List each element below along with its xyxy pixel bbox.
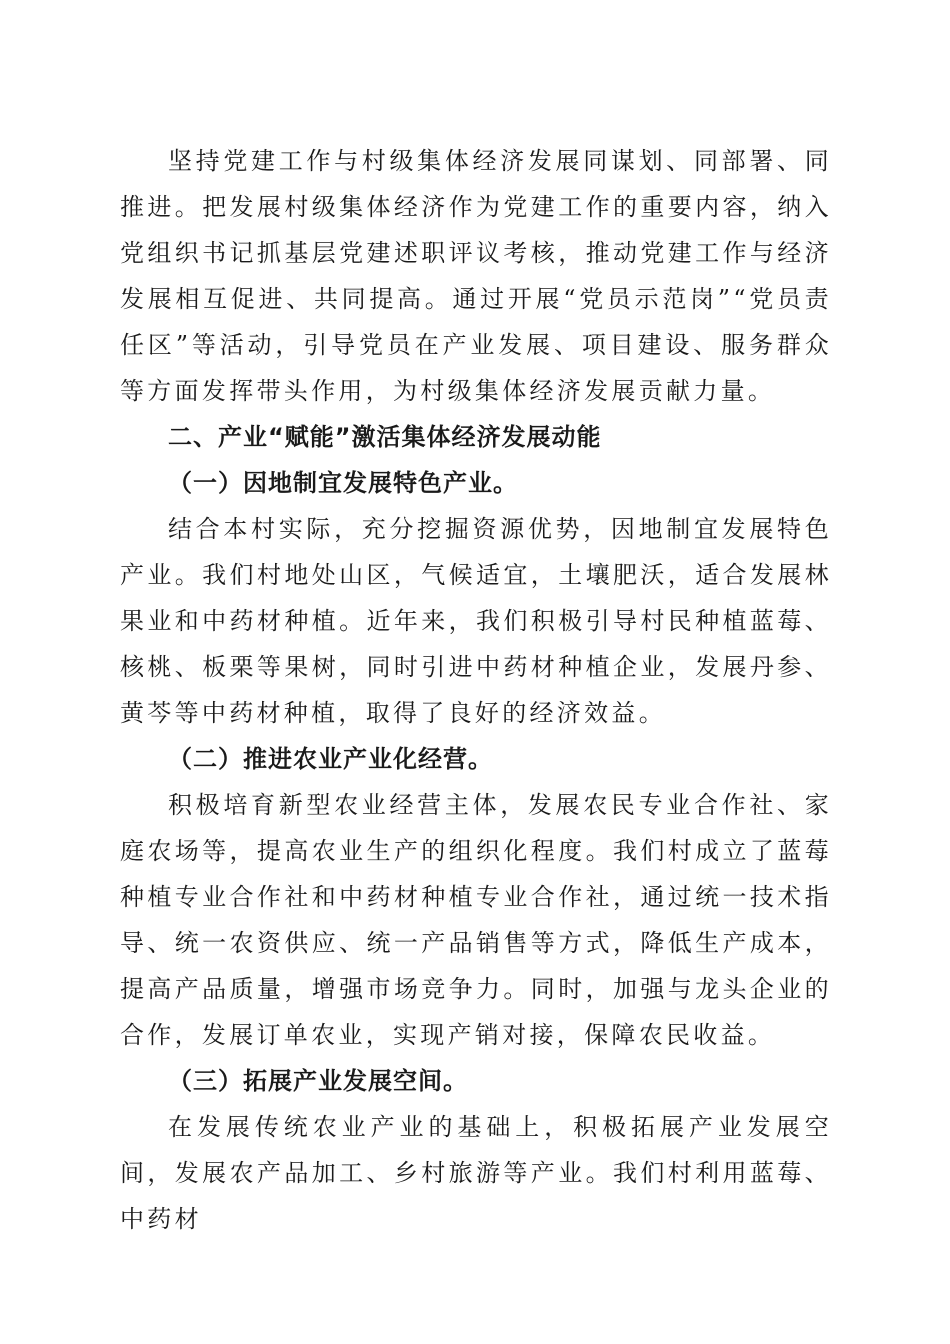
subheading-characteristic-industry: （一）因地制宜发展特色产业。 [168,468,518,497]
document-body [120,138,832,1242]
section-heading-industry: 二、产业“赋能”激活集体经济发展动能 [168,423,602,451]
paragraph-expand-space: 在发展传统农业产业的基础上，积极拓展产业发展空间，发展农产品加工、乡村旅游等产业。我们村利用蓝莓、中药材 [120,1113,832,1233]
paragraph-industrialization: 积极培育新型农业经营主体，发展农民专业合作社、家庭农场等，提高农业生产的组织化程度。我们村成立了蓝莓种植专业合作社和中药材种植专业合作社，通过统一技术指导、统一农资供应、统一产品销售等方式，降低生产成本，提高产品质量，增强市场竞争力。同时，加强与龙头企业的合作，发展订单农业，实现产销对接，保障农民收益。 [120,791,832,1049]
paragraph-party-building: 坚持党建工作与村级集体经济发展同谋划、同部署、同推进。把发展村级集体经济作为党建工作的重要内容，纳入党组织书记抓基层党建述职评议考核，推动党建工作与经济发展相互促进、共同提高。通过开展“党员示范岗”“党员责任区”等活动，引导党员在产业发展、项目建设、服务群众等方面发挥带头作用，为村级集体经济发展贡献力量。 [120,147,832,405]
subheading-industrialization: （二）推进农业产业化经营。 [168,744,493,773]
subheading-expand-space: （三）拓展产业发展空间。 [168,1066,468,1095]
paragraph-characteristic-industry: 结合本村实际，充分挖掘资源优势，因地制宜发展特色产业。我们村地处山区，气候适宜，土壤肥沃，适合发展林果业和中药材种植。近年来，我们积极引导村民种植蓝莓、核桃、板栗等果树，同时引进中药材种植企业，发展丹参、黄芩等中药材种植，取得了良好的经济效益。 [120,515,832,727]
